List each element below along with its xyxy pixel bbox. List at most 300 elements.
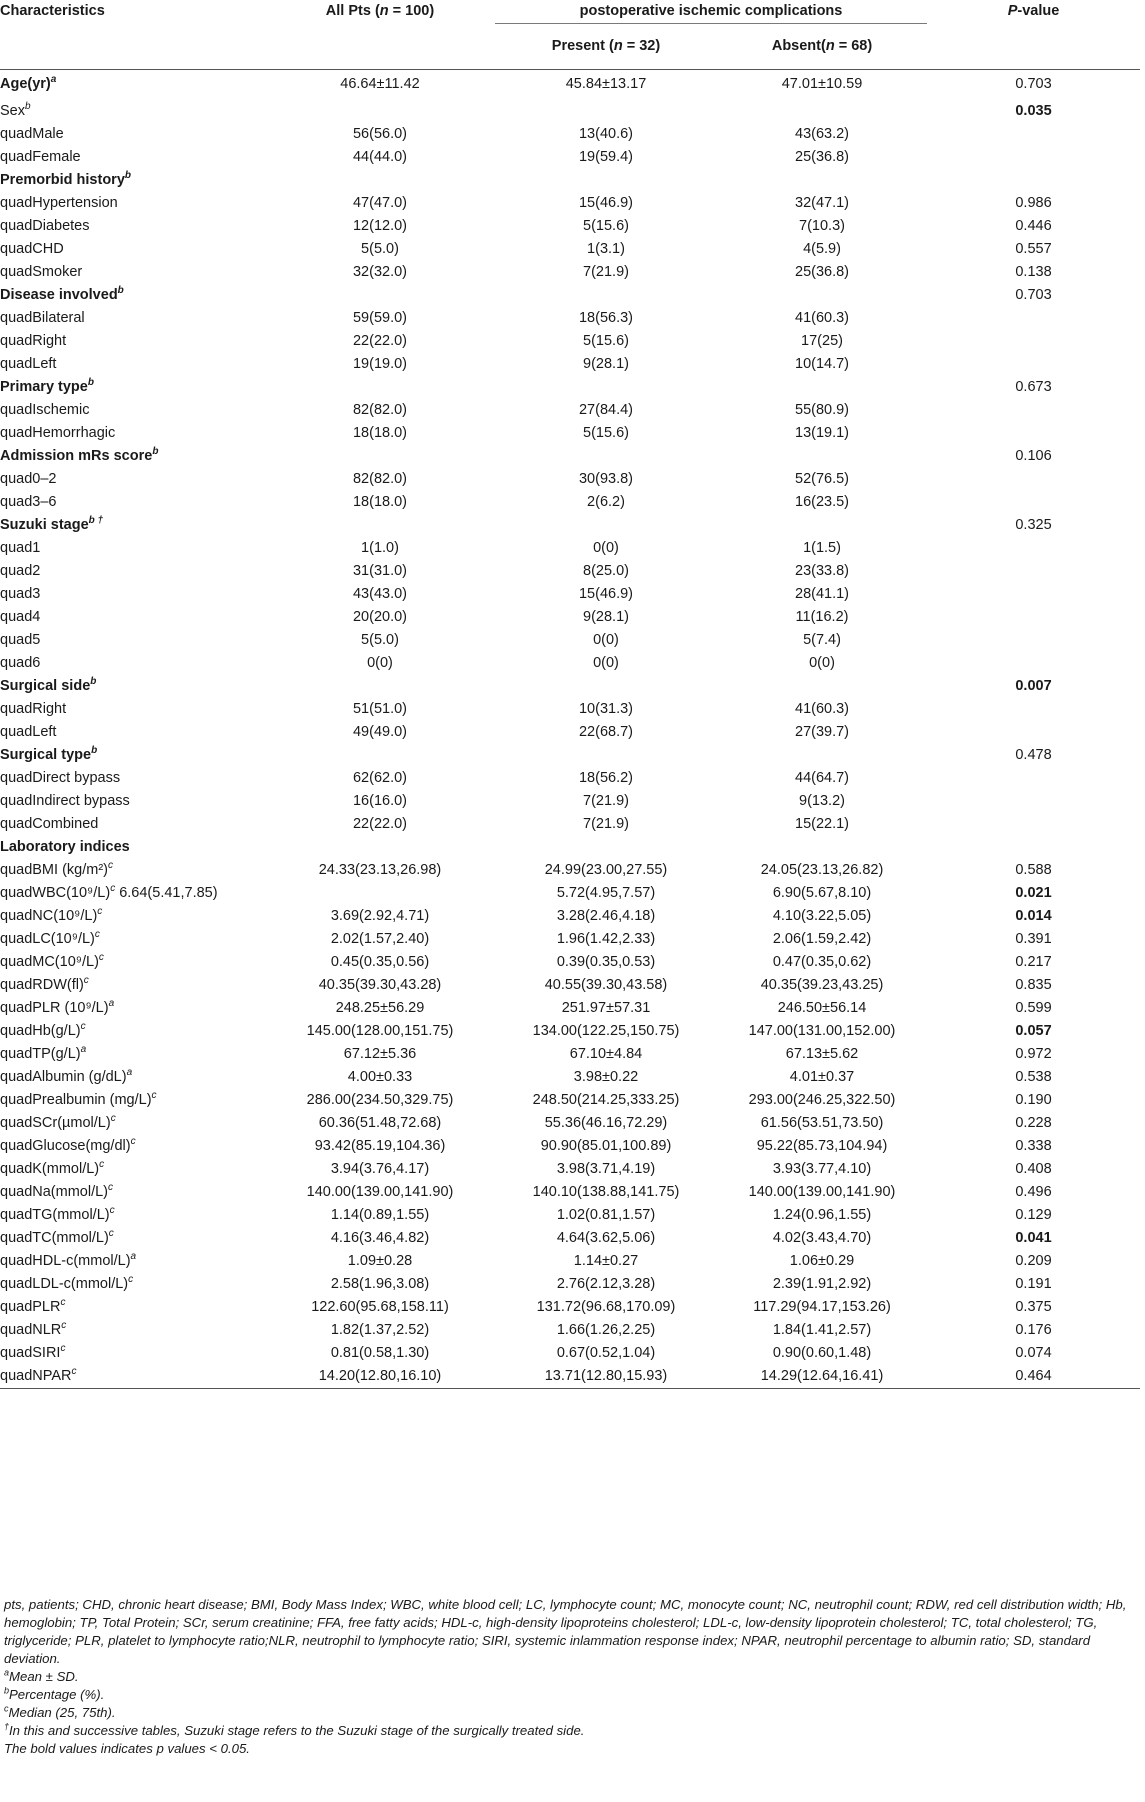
table-footnotes <box>4 1596 1136 1758</box>
value-all: 60.36(51.48,72.68) <box>318 1114 442 1131</box>
table-row <box>0 1342 1140 1365</box>
value-p: 0.446 <box>1015 217 1052 234</box>
row-label: quadIschemic <box>0 401 90 418</box>
value-absent: 32(47.1) <box>795 194 850 211</box>
row-label: $quadSCr(\mu mol/L)^c$ <box>0 1112 116 1131</box>
value-all: 5(5.0) <box>361 240 399 257</box>
table-row <box>0 100 1140 123</box>
row-label: quadHemorrhagic <box>0 424 116 441</box>
value-absent <box>717 100 927 123</box>
table-row <box>0 1112 1140 1135</box>
value-p <box>927 813 1140 836</box>
value-p: 0.986 <box>1015 194 1052 211</box>
value-present: 27(84.4) <box>578 401 633 418</box>
table-row <box>0 537 1140 560</box>
table-row <box>0 146 1140 169</box>
value-all <box>265 445 495 468</box>
value-p: 0.972 <box>1015 1045 1052 1062</box>
value-absent: 67.13±5.62 <box>785 1045 859 1062</box>
value-present: 5(15.6) <box>583 424 629 441</box>
value-all: 22(22.0) <box>352 815 407 832</box>
value-absent: 44(64.7) <box>795 769 850 786</box>
value-p <box>927 169 1140 192</box>
row-label: quadNPAR$^c$ <box>0 1365 265 1389</box>
row-label: quadMale <box>0 125 64 142</box>
row-label: quadNLR$^c$ <box>0 1319 67 1338</box>
value-p: 0.673 <box>1015 378 1052 395</box>
table-row <box>0 376 1140 399</box>
value-p: 0.375 <box>1015 1298 1052 1315</box>
value-p: 0.478 <box>1015 746 1052 763</box>
table-row <box>0 1227 1140 1250</box>
value-all: 0(0) <box>367 654 393 671</box>
value-present: 251.97±57.31 <box>561 999 651 1016</box>
row-label: quadAlbumin $(g/dL)^a$ <box>0 1066 133 1085</box>
table-row <box>0 928 1140 951</box>
value-absent: 24.05(23.13,26.82) <box>760 861 884 878</box>
header-group: postoperative ischemic complications <box>495 0 927 24</box>
row-label: $quadNC(10^9/L)^c$ <box>0 905 103 924</box>
value-p <box>927 491 1140 514</box>
value-absent <box>717 514 927 537</box>
row-label: $quadWBC(10^9/L)^c$ 6.64(5.41,7.85) <box>0 882 218 901</box>
table-row <box>0 629 1140 652</box>
table-row <box>0 123 1140 146</box>
row-label: Disease involved$^b$ <box>0 284 124 303</box>
footnote-bold: The bold values indicates p values < 0.05. <box>4 1741 250 1756</box>
value-absent: 246.50±56.14 <box>777 999 867 1016</box>
value-absent: 25(36.8) <box>795 148 850 165</box>
row-label: quadHDL-c(mmol/L)$^a$ <box>0 1250 137 1269</box>
value-present: 1.14±0.27 <box>573 1252 639 1269</box>
value-absent <box>717 169 927 192</box>
value-absent: 55(80.9) <box>795 401 850 418</box>
table-row <box>0 192 1140 215</box>
value-all: 22(22.0) <box>352 332 407 349</box>
table-row <box>0 1319 1140 1342</box>
value-present: 5(15.6) <box>583 332 629 349</box>
table-row <box>0 721 1140 744</box>
row-label: quadCombined <box>0 815 99 832</box>
row-label: quadTC(mmol/L)$^c$ <box>0 1227 114 1246</box>
table-row <box>0 1158 1140 1181</box>
value-all: 47(47.0) <box>352 194 407 211</box>
value-present: 7(21.9) <box>583 263 629 280</box>
value-absent: 47.01±10.59 <box>781 76 863 93</box>
value-p: 0.599 <box>1015 999 1052 1016</box>
value-present: 1.66(1.26,2.25) <box>556 1321 656 1338</box>
table-row <box>0 1296 1140 1319</box>
value-present: 22(68.7) <box>578 723 633 740</box>
value-present: 5.72(4.95,7.57) <box>556 884 656 901</box>
value-present: 140.10(138.88,141.75) <box>532 1183 680 1200</box>
header-absent: Absent(n = 68) <box>771 38 873 54</box>
value-absent: 41(60.3) <box>795 309 850 326</box>
table-row <box>0 698 1140 721</box>
value-p: 0.138 <box>1015 263 1052 280</box>
row-label: quadPrealbumin $(mg/L)^c$ <box>0 1089 157 1108</box>
table-row <box>0 169 1140 192</box>
table-row <box>0 70 1140 100</box>
value-absent: 10(14.7) <box>795 355 850 372</box>
table-row <box>0 813 1140 836</box>
table-row <box>0 238 1140 261</box>
table-row <box>0 330 1140 353</box>
value-all: 31(31.0) <box>352 562 407 579</box>
table-row <box>0 215 1140 238</box>
row-label: quad6 <box>0 654 41 671</box>
abbreviations-note: pts, patients; CHD, chronic heart disease; BMI, Body Mass Index; WBC, white blood cell; LC, lymphocyte count; MC, monocyte count; NC, neutrophil count; RDW, red cell distribution width; Hb, hemoglobin; TP, Total Protein; SCr, serum creatinine; FFA, free fatty acids; HDL-c, high-density lipoproteins cholesterol; LDL-c, low-density lipoprotein cholesterol; TC, total cholesterol; TG, triglyceride; PLR, platelet to lymphocyte ratio;NLR, neutrophil to lymphocyte ratio; SIRI, systemic inlammation response index; NPAR, neutrophil percentage to albumin ratio; SD, standard deviation. <box>4 1597 1127 1666</box>
value-all: 3.69(2.92,4.71) <box>330 907 430 924</box>
value-absent: 52(76.5) <box>795 470 850 487</box>
value-present <box>495 445 717 468</box>
value-absent: 25(36.8) <box>795 263 850 280</box>
value-present: 248.50(214.25,333.25) <box>532 1091 680 1108</box>
value-present <box>495 100 717 123</box>
value-present <box>495 675 717 698</box>
value-present: 24.99(23.00,27.55) <box>544 861 668 878</box>
row-label: quadNa(mmol/L)$^c$ <box>0 1181 113 1200</box>
value-present <box>495 169 717 192</box>
value-p <box>927 330 1140 353</box>
value-p <box>927 422 1140 445</box>
value-present <box>495 514 717 537</box>
value-present: 1.02(0.81,1.57) <box>556 1206 656 1223</box>
value-p: 0.209 <box>1015 1252 1052 1269</box>
table-row <box>0 882 1140 905</box>
row-label: Admission mRs score$^b$ <box>0 445 159 464</box>
footnote-b: $^b$Percentage (%). <box>4 1685 105 1702</box>
value-absent: 1.24(0.96,1.55) <box>772 1206 872 1223</box>
value-p: 0.408 <box>1015 1160 1052 1177</box>
value-absent <box>717 445 927 468</box>
row-label: quadK(mmol/L)$^c$ <box>0 1158 105 1177</box>
value-p: 0.338 <box>1015 1137 1052 1154</box>
value-p: 0.191 <box>1015 1275 1052 1292</box>
value-absent <box>717 836 927 859</box>
table-row <box>0 1181 1140 1204</box>
value-all: 16(16.0) <box>352 792 407 809</box>
row-label: Surgical side$^b$ <box>0 675 97 694</box>
value-absent: 11(16.2) <box>795 608 849 625</box>
row-label: quad1 <box>0 539 41 556</box>
table-row <box>0 997 1140 1020</box>
value-p <box>927 146 1140 169</box>
value-all: 19(19.0) <box>352 355 407 372</box>
header-characteristics: Characteristics <box>0 3 105 19</box>
value-all: 1(1.0) <box>361 539 399 556</box>
value-present: 45.84±13.17 <box>565 76 647 93</box>
value-absent: 4.02(3.43,4.70) <box>772 1229 872 1246</box>
row-label: Surgical type$^b$ <box>0 744 98 763</box>
value-p: 0.106 <box>1015 447 1052 464</box>
value-absent: 16(23.5) <box>795 493 850 510</box>
value-p: 0.129 <box>1015 1206 1052 1223</box>
value-present <box>495 376 717 399</box>
header-present: Present (n = 32) <box>551 38 661 54</box>
value-absent: 4.10(3.22,5.05) <box>772 907 872 924</box>
value-present <box>495 284 717 307</box>
row-label: quadRight <box>0 700 67 717</box>
value-p <box>927 307 1140 330</box>
row-label: quadDiabetes <box>0 217 90 234</box>
table-row <box>0 514 1140 537</box>
value-p: 0.190 <box>1015 1091 1052 1108</box>
value-present: 90.90(85.01,100.89) <box>540 1137 672 1154</box>
value-present: 2(6.2) <box>587 493 625 510</box>
value-all: 2.58(1.96,3.08) <box>330 1275 430 1292</box>
value-present: 0.39(0.35,0.53) <box>556 953 656 970</box>
row-label: quadRDW(fl)$^c$ <box>0 974 89 993</box>
table-row <box>0 1250 1140 1273</box>
value-p <box>927 606 1140 629</box>
value-absent: 2.06(1.59,2.42) <box>772 930 872 947</box>
value-all <box>265 284 495 307</box>
value-absent <box>717 376 927 399</box>
table-row <box>0 1066 1140 1089</box>
value-present: 67.10±4.84 <box>569 1045 643 1062</box>
value-all: 32(32.0) <box>352 263 407 280</box>
row-label: Primary type$^b$ <box>0 376 94 395</box>
table-row <box>0 1204 1140 1227</box>
value-present: 134.00(122.25,150.75) <box>532 1022 680 1039</box>
value-absent: 1.84(1.41,2.57) <box>772 1321 872 1338</box>
footnote-a: $^a$Mean ± SD. <box>4 1667 79 1684</box>
value-absent: 14.29(12.64,16.41) <box>717 1365 927 1389</box>
value-absent: 1.06±0.29 <box>789 1252 855 1269</box>
value-p <box>927 468 1140 491</box>
value-all: 0.81(0.58,1.30) <box>330 1344 430 1361</box>
row-label: quadDirect bypass <box>0 769 121 786</box>
value-p: 0.007 <box>1015 677 1052 694</box>
value-absent: 15(22.1) <box>795 815 850 832</box>
value-absent <box>717 675 927 698</box>
value-present: 10(31.3) <box>578 700 633 717</box>
value-all: 1.14(0.89,1.55) <box>330 1206 430 1223</box>
table-row <box>0 399 1140 422</box>
value-all: 18(18.0) <box>352 493 407 510</box>
row-label: $quadLC(10^9/L)^c$ <box>0 928 100 947</box>
value-absent: 293.00(246.25,322.50) <box>748 1091 896 1108</box>
value-all <box>265 100 495 123</box>
value-absent: 17(25) <box>801 332 843 349</box>
table-row <box>0 767 1140 790</box>
table-row <box>0 606 1140 629</box>
value-all <box>265 675 495 698</box>
value-p <box>927 790 1140 813</box>
table-row <box>0 744 1140 767</box>
row-label: Laboratory indices <box>0 838 130 855</box>
value-absent <box>717 744 927 767</box>
row-label: quad0–2 <box>0 470 57 487</box>
row-label: quadSIRI$^c$ <box>0 1342 66 1361</box>
row-label: quadLDL-c(mmol/L)$^c$ <box>0 1273 134 1292</box>
value-all: 46.64±11.42 <box>340 76 420 93</box>
row-label: quadCHD <box>0 240 64 257</box>
row-label: Age(yr)$^a$ <box>0 74 57 93</box>
table-row <box>0 468 1140 491</box>
value-present: 7(21.9) <box>583 792 629 809</box>
value-present: 18(56.2) <box>578 769 633 786</box>
value-present: 55.36(46.16,72.29) <box>544 1114 668 1131</box>
row-label: Sex$^b$ <box>0 100 31 119</box>
value-all: 20(20.0) <box>352 608 407 625</box>
row-label: quadBilateral <box>0 309 85 326</box>
row-label: quadLeft <box>0 723 57 740</box>
value-p: 0.035 <box>1015 102 1052 119</box>
table-row <box>0 951 1140 974</box>
value-p: 0.588 <box>1015 861 1052 878</box>
table-row <box>0 836 1140 859</box>
table-row <box>0 307 1140 330</box>
value-all <box>265 376 495 399</box>
row-label: quadSmoker <box>0 263 83 280</box>
value-p: 0.835 <box>1015 976 1052 993</box>
value-p <box>927 583 1140 606</box>
row-label: quad2 <box>0 562 41 579</box>
value-absent: 0.47(0.35,0.62) <box>772 953 872 970</box>
value-all: 4.00±0.33 <box>347 1068 413 1085</box>
value-all: 40.35(39.30,43.28) <box>318 976 442 993</box>
value-absent <box>717 284 927 307</box>
row-label: quad3–6 <box>0 493 57 510</box>
value-present: 0(0) <box>593 654 619 671</box>
table-row <box>0 422 1140 445</box>
value-present: 1(3.1) <box>587 240 625 257</box>
value-all: 140.00(139.00,141.90) <box>306 1183 454 1200</box>
value-absent: 4(5.9) <box>803 240 841 257</box>
value-p <box>927 629 1140 652</box>
value-all: 56(56.0) <box>352 125 407 142</box>
row-label: quad3 <box>0 585 41 602</box>
value-absent: 95.22(85.73,104.94) <box>756 1137 888 1154</box>
value-p: 0.176 <box>1015 1321 1052 1338</box>
value-all: 14.20(12.80,16.10) <box>265 1365 495 1389</box>
value-all: 2.02(1.57,2.40) <box>330 930 430 947</box>
value-p <box>927 537 1140 560</box>
footnote-c: $^c$Median (25, 75th). <box>4 1703 116 1720</box>
table-row <box>0 1135 1140 1158</box>
value-all: 18(18.0) <box>352 424 407 441</box>
value-present: 0(0) <box>593 631 619 648</box>
value-p: 0.496 <box>1015 1183 1052 1200</box>
value-all <box>265 836 495 859</box>
value-all: 12(12.0) <box>352 217 407 234</box>
value-p: 0.057 <box>1015 1022 1052 1039</box>
value-p: 0.228 <box>1015 1114 1052 1131</box>
value-present: 0(0) <box>593 539 619 556</box>
value-all <box>265 169 495 192</box>
value-p <box>927 652 1140 675</box>
value-absent: 9(13.2) <box>799 792 845 809</box>
value-absent: 2.39(1.91,2.92) <box>772 1275 872 1292</box>
value-absent: 1(1.5) <box>803 539 841 556</box>
row-label: quadPLR $(10^9/L)^a$ <box>0 997 115 1016</box>
value-all: 4.16(3.46,4.82) <box>330 1229 430 1246</box>
value-all: 3.94(3.76,4.17) <box>330 1160 430 1177</box>
value-all: 1.82(1.37,2.52) <box>330 1321 430 1338</box>
value-p <box>927 767 1140 790</box>
header-pvalue: P-value <box>1007 3 1060 19</box>
value-all: 67.12±5.36 <box>343 1045 417 1062</box>
value-absent: 6.90(5.67,8.10) <box>772 884 872 901</box>
value-all: 286.00(234.50,329.75) <box>306 1091 454 1108</box>
value-all: 1.09±0.28 <box>347 1252 413 1269</box>
value-all: 145.00(128.00,151.75) <box>306 1022 454 1039</box>
value-p <box>927 698 1140 721</box>
value-all: 93.42(85.19,104.36) <box>314 1137 446 1154</box>
row-label: Suzuki stage$^{b \dagger}$ <box>0 514 104 533</box>
value-present: 18(56.3) <box>578 309 633 326</box>
value-all: 82(82.0) <box>352 470 407 487</box>
value-absent: 3.93(3.77,4.10) <box>772 1160 872 1177</box>
value-p: 0.021 <box>1015 884 1052 901</box>
table-row <box>0 1043 1140 1066</box>
table-row <box>0 445 1140 468</box>
value-p: 0.074 <box>1015 1344 1052 1361</box>
value-present: 15(46.9) <box>578 585 633 602</box>
table-row <box>0 1273 1140 1296</box>
value-present: 13(40.6) <box>578 125 633 142</box>
row-label: quadPLR$^c$ <box>0 1296 66 1315</box>
value-present: 3.98±0.22 <box>573 1068 639 1085</box>
table-row <box>0 859 1140 882</box>
value-p: 0.217 <box>1015 953 1052 970</box>
table-row <box>0 583 1140 606</box>
value-present <box>495 744 717 767</box>
table-row <box>0 491 1140 514</box>
row-label: quadBMI $(kg/m^2)^c$ <box>0 859 113 878</box>
value-present: 7(21.9) <box>583 815 629 832</box>
row-label: quadLeft <box>0 355 57 372</box>
table-row <box>0 353 1140 376</box>
value-all: 49(49.0) <box>352 723 407 740</box>
value-absent: 28(41.1) <box>795 585 850 602</box>
value-absent: 13(19.1) <box>795 424 850 441</box>
value-p: 0.703 <box>1015 76 1052 93</box>
value-p <box>927 721 1140 744</box>
row-label: Premorbid history$^b$ <box>0 169 131 188</box>
row-label: $quadGlucose(mg/dl)^c$ <box>0 1135 136 1154</box>
value-present: 9(28.1) <box>583 608 629 625</box>
value-absent: 7(10.3) <box>799 217 845 234</box>
value-p: 0.703 <box>1015 286 1052 303</box>
row-label: quadFemale <box>0 148 81 165</box>
value-present: 3.28(2.46,4.18) <box>556 907 656 924</box>
table-row <box>0 974 1140 997</box>
value-present: 19(59.4) <box>578 148 633 165</box>
value-absent: 41(60.3) <box>795 700 850 717</box>
value-all: 82(82.0) <box>352 401 407 418</box>
value-p: 0.391 <box>1015 930 1052 947</box>
value-present: 8(25.0) <box>583 562 629 579</box>
value-present: 30(93.8) <box>578 470 633 487</box>
value-present: 5(15.6) <box>583 217 629 234</box>
value-p: 0.041 <box>1015 1229 1052 1246</box>
table-row <box>0 652 1140 675</box>
table-row <box>0 1365 1140 1389</box>
value-all: 59(59.0) <box>352 309 407 326</box>
table-row <box>0 560 1140 583</box>
value-all: 44(44.0) <box>352 148 407 165</box>
value-absent: 40.35(39.23,43.25) <box>760 976 884 993</box>
row-label: quadIndirect bypass <box>0 792 130 809</box>
value-all: 24.33(23.13,26.98) <box>318 861 442 878</box>
value-p: 0.325 <box>1015 516 1052 533</box>
value-absent: 147.00(131.00,152.00) <box>748 1022 896 1039</box>
row-label: quad4 <box>0 608 41 625</box>
value-present: 2.76(2.12,3.28) <box>556 1275 656 1292</box>
